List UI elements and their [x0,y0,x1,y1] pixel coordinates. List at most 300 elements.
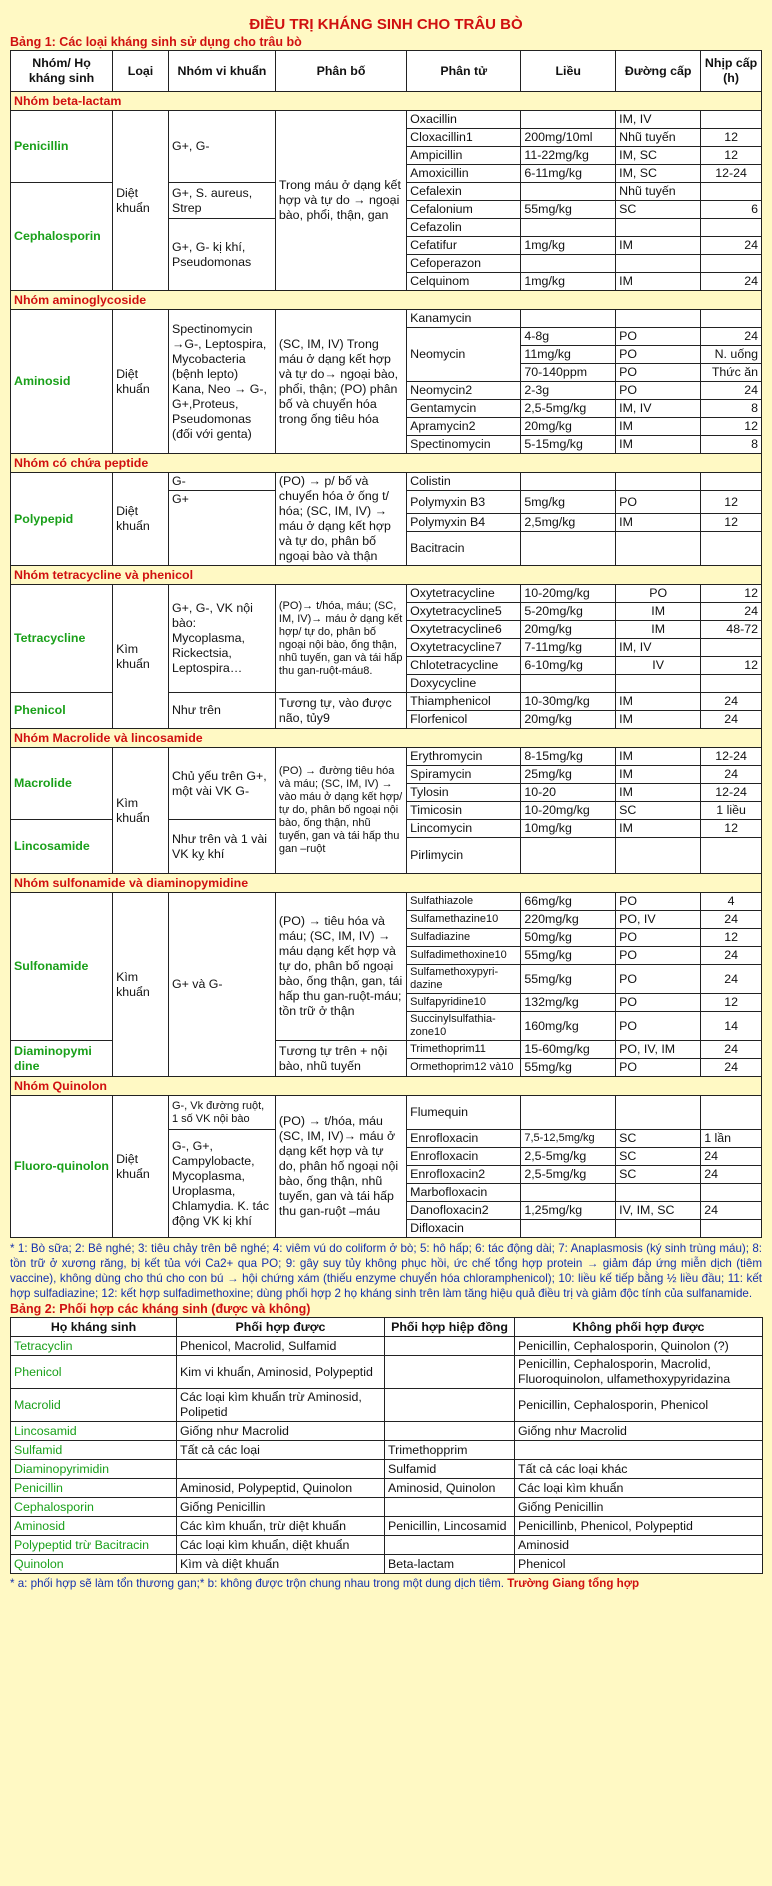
interval: 1 lần [701,1130,762,1148]
interval: 24 [701,1202,762,1220]
interval: N. uống [701,346,762,364]
interval: 24 [701,711,762,729]
route: PO [616,585,701,603]
synergy-cell [385,1337,515,1356]
incompatible-cell: Penicillin, Cephalosporin, Phenicol [515,1389,763,1422]
interval [701,255,762,273]
table-row [11,893,762,911]
incompatible-cell: Penicillinb, Phenicol, Polypeptid [515,1517,763,1536]
interval: 48-72 [701,621,762,639]
dose [521,1184,616,1202]
drug-name: Tylosin [407,784,521,802]
route [616,310,701,328]
col-header: Phối hợp được [177,1318,385,1337]
distribution-cell: (PO) → t/hóa, máu (SC, IM, IV)→ máu ở dạng kết hợp và tự do, phân hố ngoại nội bào, ống thận, nhũ tuyến, gan và tái hấp thu gan-ruột –máu [275,1096,406,1238]
dose: 50mg/kg [521,929,616,947]
route: IM [616,273,701,291]
drug-name: Polymyxin B4 [407,514,521,532]
group-label: Nhóm có chứa peptide [11,454,762,473]
route: IM [616,748,701,766]
type-cell: Diệt khuẩn [113,473,169,566]
table-row [11,1517,763,1536]
route: IM [616,693,701,711]
footnotes: * 1: Bò sữa; 2: Bê nghé; 3: tiêu chảy trên bê nghé; 4: viêm vú do coliform ở bò; 5: hô hấp; 6: tác động dài; 7: Anaplasmosis (ký sinh trùng máu); 8: tồn trữ ở xương răng, bị kết tủa với Ca2+ qua PO; 9: gây suy tủy không phục hồi, ức chế tổng hợp protein → giảm đáp ứng miễn dịch (tiêm vaccine), không dùng cho thú cho con bú → hội chứng xám (thiếu enzyme chuyển hóa chloramphenicol); 10: liều kế tiếp bằng ½ liều đầu; 11: kết hợp sulfadiazine; 12: kết hợp sulfadimethoxine; dùng phối hợp 2 họ kháng sinh trên làm tăng hiệu quả điều trị và giảm độc tính của sulfanamide. [10,1242,762,1300]
route: PO [616,382,701,400]
family-name: Aminosid [11,1517,177,1536]
bacteria-cell: G+, G-, VK nội bào: Mycoplasma, Rickectsia, Leptospira… [168,585,275,693]
group-row [11,1077,762,1096]
drug-name: Danofloxacin2 [407,1202,521,1220]
synergy-cell [385,1536,515,1555]
route [616,1096,701,1130]
route [616,1220,701,1238]
dose: 2,5mg/kg [521,514,616,532]
drug-name: Sulfadiazine [407,929,521,947]
compatible-cell [177,1460,385,1479]
dose: 10-20mg/kg [521,585,616,603]
route: PO, IV [616,911,701,929]
drug-name: Erythromycin [407,748,521,766]
synergy-cell [385,1422,515,1441]
dose: 11-22mg/kg [521,147,616,165]
family-name: Phenicol [11,693,113,729]
route [616,838,701,874]
interval: 12-24 [701,748,762,766]
bacteria-cell: Như trên [168,693,275,729]
route: SC [616,802,701,820]
dose: 2,5-5mg/kg [521,1166,616,1184]
incompatible-cell: Giống như Macrolid [515,1422,763,1441]
table-row [11,1555,763,1574]
route: PO, IV, IM [616,1041,701,1059]
bacteria-cell: G+, S. aureus, Strep [168,183,275,219]
route [616,675,701,693]
interval: 24 [701,382,762,400]
route: IM [616,621,701,639]
interval: 12-24 [701,784,762,802]
compatible-cell: Tất cả các loại [177,1441,385,1460]
col-header: Nhóm vi khuẩn [168,51,275,92]
family-name: Phenicol [11,1356,177,1389]
interval [701,639,762,657]
drug-name: Oxytetracycline [407,585,521,603]
interval: 1 liều [701,802,762,820]
drug-name: Thiamphenicol [407,693,521,711]
dose: 20mg/kg [521,418,616,436]
drug-name: Kanamycin [407,310,521,328]
interval: 8 [701,436,762,454]
route: PO [616,328,701,346]
interval: 12 [701,418,762,436]
group-label: Nhóm Macrolide và lincosamide [11,729,762,748]
group-row [11,874,762,893]
dose [521,219,616,237]
author: Trường Giang tổng hợp [507,1577,640,1590]
synergy-cell [385,1356,515,1389]
drug-name: Enrofloxacin2 [407,1166,521,1184]
drug-name: Cefalonium [407,201,521,219]
route: IM, IV [616,639,701,657]
route: IM [616,820,701,838]
table1-header-row [11,51,762,92]
interval: 24 [701,766,762,784]
family-name: Sulfonamide [11,893,113,1041]
dose: 1mg/kg [521,273,616,291]
route: PO [616,947,701,965]
page [10,0,762,1591]
dose: 1mg/kg [521,237,616,255]
bacteria-cell: G+ [168,491,275,566]
distribution-cell: Trong máu ở dạng kết hợp và tự do → ngoại bào, phổi, thận, gan [275,111,406,291]
interval: 6 [701,201,762,219]
dose: 10-30mg/kg [521,693,616,711]
route: PO [616,994,701,1012]
type-cell: Kìm khuẩn [113,893,169,1077]
synergy-cell: Trimethopprim [385,1441,515,1460]
drug-name: Oxacillin [407,111,521,129]
table-row [11,1096,762,1130]
route: SC [616,201,701,219]
route: IM [616,436,701,454]
drug-name: Cefoperazon [407,255,521,273]
dose: 10-20mg/kg [521,802,616,820]
group-row [11,454,762,473]
bacteria-cell: G+, G- [168,111,275,183]
combination-table [10,1317,763,1574]
drug-name: Florfenicol [407,711,521,729]
interval: 12 [701,820,762,838]
interval: 24 [701,1148,762,1166]
table-row [11,111,762,129]
antibiotic-table [10,50,762,1238]
drug-name: Enrofloxacin [407,1148,521,1166]
drug-name: Colistin [407,473,521,491]
interval: 4 [701,893,762,911]
col-header: Phân tử [407,51,521,92]
table-row [11,1498,763,1517]
drug-name: Sulfadimethoxine10 [407,947,521,965]
interval: 14 [701,1012,762,1041]
compatible-cell: Giống Penicillin [177,1498,385,1517]
family-name: Cephalosporin [11,1498,177,1517]
compatible-cell: Các loại kìm khuẩn, diệt khuẩn [177,1536,385,1555]
family-name: Polypeptid trừ Bacitracin [11,1536,177,1555]
drug-name: Flumequin [407,1096,521,1130]
group-row [11,729,762,748]
route: IM, IV [616,111,701,129]
bacteria-cell: Chủ yếu trên G+, một vài VK G- [168,748,275,820]
drug-name: Spectinomycin [407,436,521,454]
interval [701,111,762,129]
table2-header-row [11,1318,763,1337]
route: SC [616,1148,701,1166]
interval [701,219,762,237]
route: PO [616,965,701,994]
interval [701,1220,762,1238]
dose: 132mg/kg [521,994,616,1012]
drug-name: Doxycycline [407,675,521,693]
interval [701,310,762,328]
dose [521,111,616,129]
table-row [11,585,762,603]
route: IM, IV [616,400,701,418]
dose [521,532,616,566]
table-row [11,1479,763,1498]
dose [521,838,616,874]
route: Nhũ tuyến [616,183,701,201]
col-header: Nhịp cấp (h) [701,51,762,92]
table-row [11,748,762,766]
drug-name: Oxytetracycline5 [407,603,521,621]
incompatible-cell: Các loại kìm khuẩn [515,1479,763,1498]
group-label: Nhóm Quinolon [11,1077,762,1096]
route: IM [616,784,701,802]
bacteria-cell: Như trên và 1 vài VK kỵ khí [168,820,275,874]
bacteria-cell: G+, G- kị khí, Pseudomonas [168,219,275,291]
bacteria-cell: G- [168,473,275,491]
drug-name: Ampicillin [407,147,521,165]
dose: 11mg/kg [521,346,616,364]
interval: 24 [701,947,762,965]
drug-name: Trimethoprim11 [407,1041,521,1059]
compatible-cell: Kìm và diệt khuẩn [177,1555,385,1574]
route: IM [616,237,701,255]
dose: 5mg/kg [521,491,616,514]
family-name: Macrolid [11,1389,177,1422]
interval: 12 [701,929,762,947]
table-row [11,310,762,328]
drug-name: Sulfathiazole [407,893,521,911]
col-header: Phân bố [275,51,406,92]
interval [701,532,762,566]
table-row [11,473,762,491]
route: IV [616,657,701,675]
compatible-cell: Aminosid, Polypeptid, Quinolon [177,1479,385,1498]
footer [10,1576,762,1591]
drug-name: Celquinom [407,273,521,291]
distribution-cell: (PO) → p/ bố và chuyển hóa ở ống t/ hóa; (SC, IM, IV) → máu ở dạng kết hợp và tự do, phân bố ngoại bào và thận [275,473,406,566]
interval [701,1096,762,1130]
route: IM [616,603,701,621]
col-header: Nhóm/ Họ kháng sinh [11,51,113,92]
bacteria-cell: G+ và G- [168,893,275,1077]
drug-name: Chlotetracycline [407,657,521,675]
dose: 10mg/kg [521,820,616,838]
drug-name: Polymyxin B3 [407,491,521,514]
interval [701,1184,762,1202]
distribution-cell: (PO)→ t/hóa, máu; (SC, IM, IV)→ máu ở dạng kết hợp/ tự do, phân bố ngoại nội bào, ống thận, nhũ tuyến, gan và tái hấp thu gan-ruột-máu8. [275,585,406,693]
dose: 7-11mg/kg [521,639,616,657]
table-row [11,1460,763,1479]
drug-name: Amoxicillin [407,165,521,183]
interval: 24 [701,1166,762,1184]
group-row [11,291,762,310]
dose [521,675,616,693]
dose: 55mg/kg [521,965,616,994]
interval: 12 [701,147,762,165]
interval [701,838,762,874]
route [616,1184,701,1202]
drug-name: Neomycin2 [407,382,521,400]
drug-name: Marbofloxacin [407,1184,521,1202]
col-header: Loại [113,51,169,92]
interval: 12 [701,585,762,603]
interval [701,675,762,693]
family-name: Fluoro-quinolon [11,1096,113,1238]
table1-caption: Bảng 1: Các loại kháng sinh sử dụng cho trâu bò [10,35,302,49]
incompatible-cell: Penicillin, Cephalosporin, Macrolid, Fluoroquinolon, ulfamethoxypyridazina [515,1356,763,1389]
route [616,532,701,566]
group-label: Nhóm sulfonamide và diaminopymidine [11,874,762,893]
family-name: Cephalosporin [11,183,113,291]
drug-name: Ormethoprim12 và10 [407,1059,521,1077]
dose: 66mg/kg [521,893,616,911]
compatible-cell: Phenicol, Macrolid, Sulfamid [177,1337,385,1356]
table-row [11,1441,763,1460]
incompatible-cell: Penicillin, Cephalosporin, Quinolon (?) [515,1337,763,1356]
bacteria-cell: Spectinomycin →G-, Leptospira, Mycobacteria (bệnh lepto) Kana, Neo → G-, G+,Proteus, Pseudomonas (đối với genta) [168,310,275,454]
route: PO [616,364,701,382]
family-name: Diaminopyrimidin [11,1460,177,1479]
drug-name: Spiramycin [407,766,521,784]
bacteria-cell: G-, G+, Campylobacte, Mycoplasma, Uroplasma, Chlamydia. K. tác động VK kị khí [168,1130,275,1238]
table-row [11,1389,763,1422]
drug-name: Cefalexin [407,183,521,201]
dose: 6-11mg/kg [521,165,616,183]
dose: 70-140ppm [521,364,616,382]
dose: 5-15mg/kg [521,436,616,454]
dose: 200mg/10ml [521,129,616,147]
interval: Thức ăn [701,364,762,382]
route: IM [616,418,701,436]
interval: 24 [701,911,762,929]
dose: 8-15mg/kg [521,748,616,766]
group-label: Nhóm tetracycline và phenicol [11,566,762,585]
drug-name: Sulfamethazine10 [407,911,521,929]
interval [701,473,762,491]
interval: 24 [701,603,762,621]
family-name: Tetracyclin [11,1337,177,1356]
table2-body [11,1337,763,1574]
family-name: Macrolide [11,748,113,820]
interval: 12 [701,129,762,147]
dose: 10-20 [521,784,616,802]
dose [521,1096,616,1130]
dose: 160mg/kg [521,1012,616,1041]
table-row [11,1536,763,1555]
synergy-cell [385,1498,515,1517]
dose: 4-8g [521,328,616,346]
drug-name: Sulfamethoxypyri-dazine [407,965,521,994]
drug-name: Cefatifur [407,237,521,255]
col-header: Đường cấp [616,51,701,92]
route: PO [616,1012,701,1041]
dose [521,255,616,273]
route: Nhũ tuyến [616,129,701,147]
incompatible-cell: Phenicol [515,1555,763,1574]
dose: 25mg/kg [521,766,616,784]
drug-name: Sulfapyridine10 [407,994,521,1012]
route: SC [616,1166,701,1184]
dose: 55mg/kg [521,947,616,965]
synergy-cell: Penicillin, Lincosamid [385,1517,515,1536]
synergy-cell: Aminosid, Quinolon [385,1479,515,1498]
col-header: Họ kháng sinh [11,1318,177,1337]
route [616,473,701,491]
interval: 8 [701,400,762,418]
interval: 24 [701,965,762,994]
route: IM [616,514,701,532]
drug-name: Cloxacillin1 [407,129,521,147]
type-cell: Diệt khuẩn [113,1096,169,1238]
drug-name: Apramycin2 [407,418,521,436]
interval: 12 [701,514,762,532]
drug-name: Succinylsulfathia-zone10 [407,1012,521,1041]
group-row [11,566,762,585]
family-name: Penicillin [11,111,113,183]
distribution-cell: (SC, IM, IV) Trong máu ở dạng kết hợp và tự do→ ngoại bào, phổi, thận; (PO) phân bố và chuyển hóa trong ống tiêu hóa [275,310,406,454]
distribution-cell: Tương tự trên + nội bào, nhũ tuyến [275,1041,406,1077]
table-row [11,1356,763,1389]
distribution-cell: Tương tự, vào được não, tủy9 [275,693,406,729]
interval: 12 [701,657,762,675]
family-name: Quinolon [11,1555,177,1574]
drug-name: Bacitracin [407,532,521,566]
drug-name: Neomycin [407,328,521,382]
dose: 6-10mg/kg [521,657,616,675]
dose: 7,5-12,5mg/kg [521,1130,616,1148]
route: IV, IM, SC [616,1202,701,1220]
group-label: Nhóm aminoglycoside [11,291,762,310]
drug-name: Lincomycin [407,820,521,838]
type-cell: Diệt khuẩn [113,310,169,454]
drug-name: Oxytetracycline7 [407,639,521,657]
family-name: Penicillin [11,1479,177,1498]
route: IM, SC [616,165,701,183]
drug-name: Enrofloxacin [407,1130,521,1148]
interval: 24 [701,237,762,255]
dose: 55mg/kg [521,201,616,219]
type-cell: Kìm khuẩn [113,585,169,729]
bacteria-cell: G-, Vk đường ruột, 1 số VK nội bào [168,1096,275,1130]
interval: 24 [701,1041,762,1059]
dose: 20mg/kg [521,621,616,639]
incompatible-cell: Giống Penicillin [515,1498,763,1517]
family-name: Sulfamid [11,1441,177,1460]
dose: 15-60mg/kg [521,1041,616,1059]
interval [701,183,762,201]
distribution-cell: (PO) → đường tiêu hóa và máu; (SC, IM, IV) → vào máu ở dạng kết hợp/ tự do, phân bố ngoại nội bào, ống thận, nhũ tuyến, gan và tái hấp thu gan –ruột [275,748,406,874]
footer-note: * a: phối hợp sẽ làm tổn thương gan;* b: không được trộn chung nhau trong một dung dịch tiêm. [10,1577,505,1590]
synergy-cell [385,1389,515,1422]
dose: 5-20mg/kg [521,603,616,621]
col-header: Liều [521,51,616,92]
dose: 20mg/kg [521,711,616,729]
route: PO [616,893,701,911]
drug-name: Difloxacin [407,1220,521,1238]
drug-name: Timicosin [407,802,521,820]
type-cell: Kìm khuẩn [113,748,169,874]
interval: 12 [701,491,762,514]
synergy-cell: Beta-lactam [385,1555,515,1574]
route [616,219,701,237]
compatible-cell: Các loại kìm khuẩn trừ Aminosid, Polipetid [177,1389,385,1422]
drug-name: Gentamycin [407,400,521,418]
group-row [11,92,762,111]
dose [521,310,616,328]
route: IM, SC [616,147,701,165]
table-row [11,1422,763,1441]
